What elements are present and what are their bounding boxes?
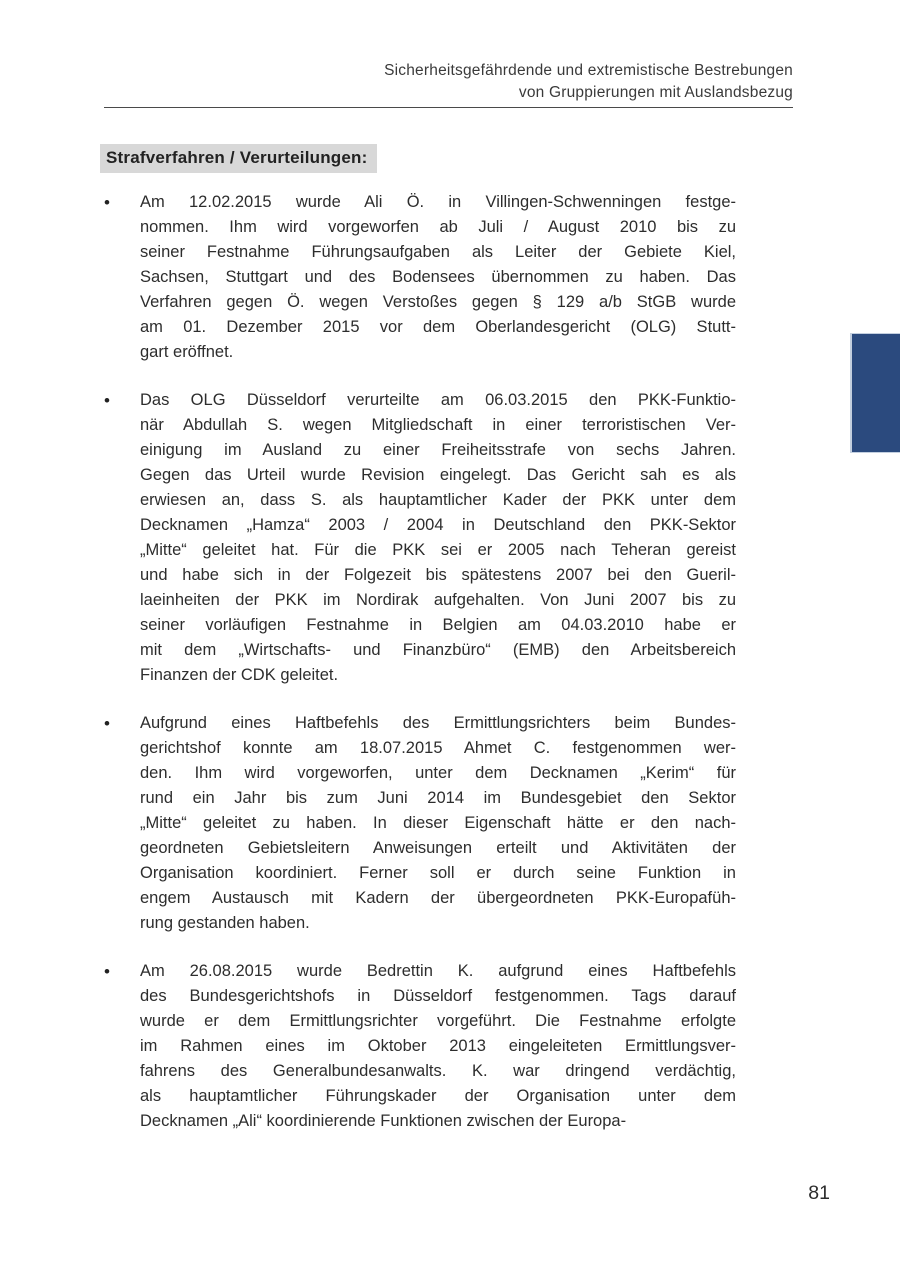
bullet-icon: • xyxy=(104,714,110,733)
bullet-icon: • xyxy=(104,391,110,410)
bullet-paragraph: Am 12.02.2015 wurde Ali Ö. in Villingen-Schwenningen festge- nommen. Ihm wird vorgeworfen ab Juli / August 2010 bis zu seiner Festnahme Führungsaufgaben als Leiter der Gebiete Kiel, Sachsen, Stuttgart und des Bodensees übernommen zu haben. Das Verfahren gegen Ö. wegen Verstoßes gegen § 129 a/b StGB wurde am 01. Dezember 2015 vor dem Oberlandesgericht (OLG) Stutt- gart eröffnet. xyxy=(140,193,736,361)
running-header xyxy=(104,60,793,104)
bullet-paragraph: Aufgrund eines Haftbefehls des Ermittlungsrichters beim Bundes- gerichtshof konnte am 18.07.2015 Ahmet C. festgenommen wer- den. Ihm wird vorgeworfen, unter dem Decknamen „Kerim“ für rund ein Jahr bis zum Juni 2014 im Bundesgebiet den Sektor „Mitte“ geleitet zu haben. In dieser Eigenschaft hätte er den nach- geordneten Gebietsleitern Anweisungen erteilt und Aktivitäten der Organisation koordiniert. Ferner soll er durch seine Funktion in engem Austausch mit Kadern der übergeordneten PKK-Europafüh- rung gestanden haben. xyxy=(140,714,736,932)
bullet-paragraph: Das OLG Düsseldorf verurteilte am 06.03.2015 den PKK-Funktio- när Abdullah S. wegen Mitgliedschaft in einer terroristischen Ver- einigung im Ausland zu einer Freiheitsstrafe von sechs Jahren. Gegen das Urteil wurde Revision eingelegt. Das Gericht sah es als erwiesen an, dass S. als hauptamtlicher Kader der PKK unter dem Decknamen „Hamza“ 2003 / 2004 in Deutschland den PKK-Sektor „Mitte“ geleitet hat. Für die PKK sei er 2005 nach Teheran gereist und habe sich in der Folgezeit bis spätestens 2007 bei den Gueril- laeinheiten der PKK im Nordirak aufgehalten. Von Juni 2007 bis zu seiner vorläufigen Festnahme in Belgien am 04.03.2010 habe er mit dem „Wirtschafts- und Finanzbüro“ (EMB) den Arbeitsbereich Finanzen der CDK geleitet. xyxy=(140,391,736,684)
bullet-icon: • xyxy=(104,193,110,212)
list-item xyxy=(104,388,736,688)
page-number: 81 xyxy=(808,1182,830,1204)
list-item xyxy=(104,711,736,936)
list-item xyxy=(104,190,736,365)
bullet-list xyxy=(104,190,736,1157)
section-heading: Strafverfahren / Verurteilungen: xyxy=(100,144,377,173)
chapter-index-tab xyxy=(850,333,900,453)
header-rule xyxy=(104,107,793,108)
running-header-line1: Sicherheitsgefährdende und extremistische Bestrebungen xyxy=(384,62,793,79)
list-item xyxy=(104,959,736,1134)
running-header-line2: von Gruppierungen mit Auslandsbezug xyxy=(518,84,793,101)
bullet-paragraph: Am 26.08.2015 wurde Bedrettin K. aufgrund eines Haftbefehls des Bundesgerichtshofs in Düsseldorf festgenommen. Tags darauf wurde er dem Ermittlungsrichter vorgeführt. Die Festnahme erfolgte im Rahmen eines im Oktober 2013 eingeleiteten Ermittlungsver- fahrens des Generalbundesanwalts. K. war dringend verdächtig, als hauptamtlicher Führungskader der Organisation unter dem Decknamen „Ali“ koordinierende Funktionen zwischen der Europa- xyxy=(140,962,736,1130)
bullet-icon: • xyxy=(104,962,110,981)
